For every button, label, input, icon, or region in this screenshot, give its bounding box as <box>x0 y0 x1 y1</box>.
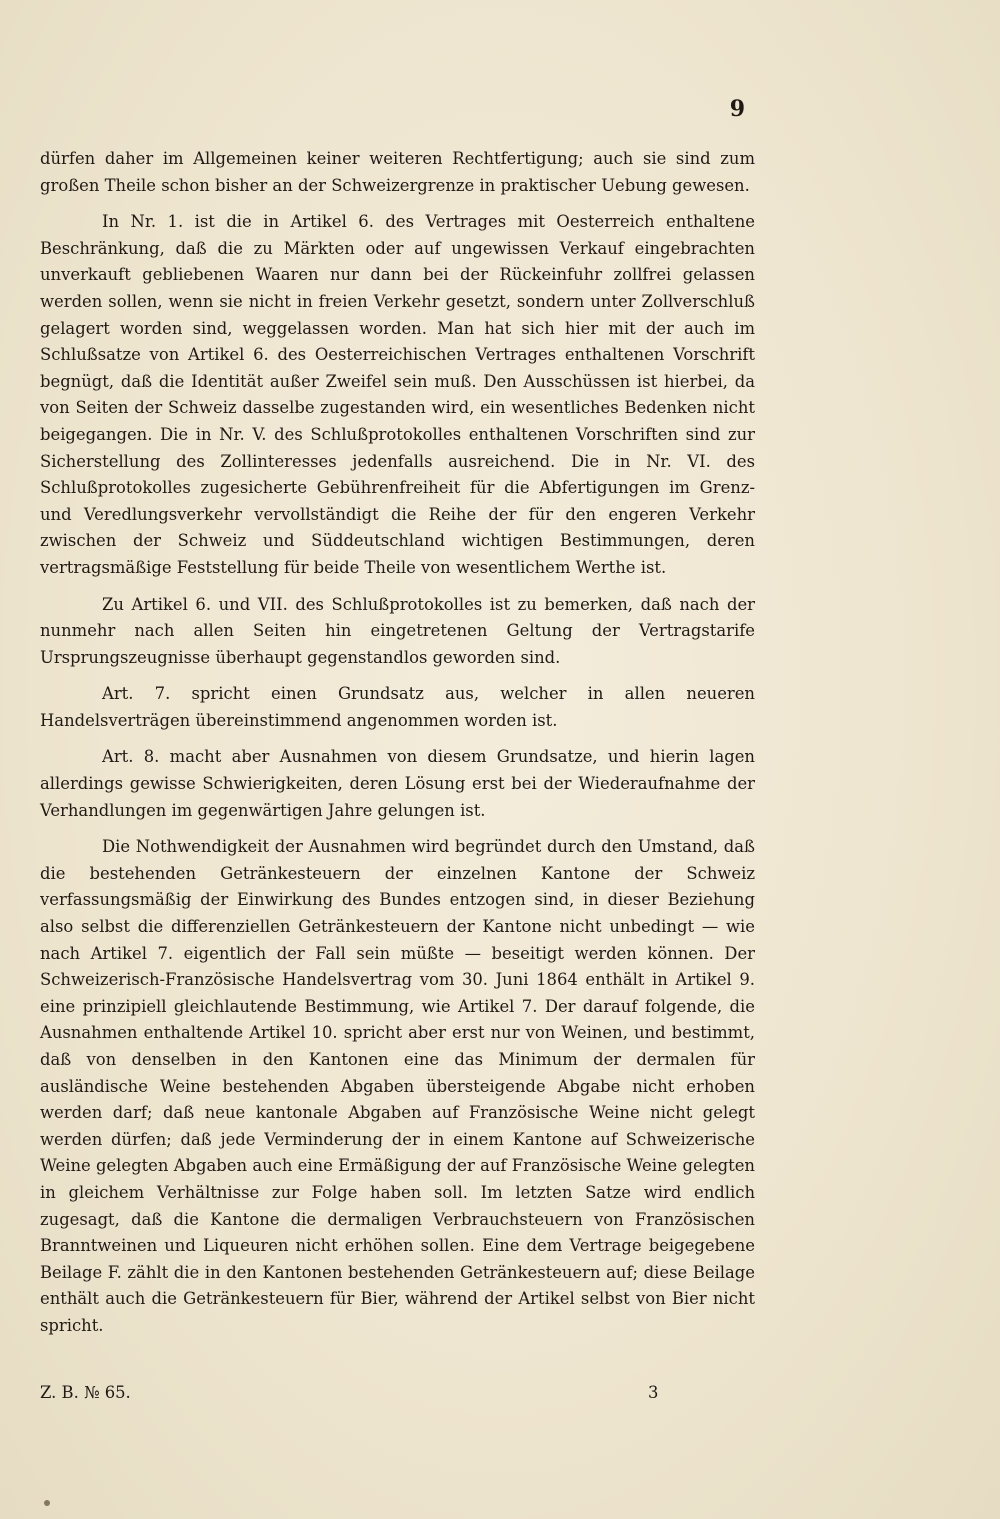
paragraph: Die Nothwendigkeit der Ausnahmen wird begründet durch den Umstand, daß die bestehenden Getränkesteuern der einzelnen Kantone der Schweiz verfassungsmäßig der Einwirkung des Bundes entzogen sind, in dieser Beziehung also selbst die differenziellen Getränkesteuern der Kantone nicht unbedingt — wie nach Artikel 7. eigentlich der Fall sein müßte — beseitigt werden können. Der Schweizerisch-Französische Handelsvertrag vom 30. Juni 1864 enthält in Artikel 9. eine prinzipiell gleichlautende Bestimmung, wie Artikel 7. Der darauf folgende, die Ausnahmen enthaltende Artikel 10. spricht aber erst nur von Weinen, und bestimmt, daß von denselben in den Kantonen eine das Minimum der dermalen für ausländische Weine bestehenden Abgaben übersteigende Abgabe nicht erhoben werden darf; daß neue kantonale Abgaben auf Französische Weine nicht gelegt werden dürfen; daß jede Verminderung der in einem Kantone auf Schweizerische Weine gelegten Abgaben auch eine Ermäßigung der auf Französische Weine gelegten in gleichem Verhältnisse zur Folge haben soll. Im letzten Satze wird endlich zugesagt, daß die Kantone die dermaligen Verbrauchsteuern von Französischen Branntweinen und Liqueuren nicht erhöhen sollen. Eine dem Vertrage beigegebene Beilage F. zählt die in den Kantonen bestehenden Getränkesteuern auf; diese Beilage enthält auch die Getränkesteuern für Bier, während der Artikel selbst von Bier nicht spricht. <box>40 837 755 1335</box>
page-number: 9 <box>729 96 745 122</box>
printer-signature: Z. B. № 65. <box>40 1383 131 1402</box>
paragraph: dürfen daher im Allgemeinen keiner weiteren Rechtfertigung; auch sie sind zum großen Theile schon bisher an der Schweizergrenze in praktischer Uebung gewesen. <box>40 149 755 195</box>
sheet-number: 3 <box>648 1383 659 1402</box>
paragraph: Zu Artikel 6. und VII. des Schlußprotokolles ist zu bemerken, daß nach der nunmehr nach allen Seiten hin eingetretenen Geltung der Vertragstarife Ursprungszeugnisse überhaupt gegenstandlos geworden sind. <box>40 594 755 667</box>
paragraph: Art. 7. spricht einen Grundsatz aus, welcher in allen neueren Handelsverträgen übereinstimmend angenommen worden ist. <box>40 684 755 730</box>
ink-spot <box>44 1500 50 1506</box>
body-text <box>40 146 755 1350</box>
paragraph: Art. 8. macht aber Ausnahmen von diesem Grundsatze, und hierin lagen allerdings gewisse Schwierigkeiten, deren Lösung erst bei der Wiederaufnahme der Verhandlungen im gegenwärtigen Jahre gelungen ist. <box>40 747 755 820</box>
paragraph: In Nr. 1. ist die in Artikel 6. des Vertrages mit Oesterreich enthaltene Beschränkung, daß die zu Märkten oder auf ungewissen Verkauf eingebrachten unverkauft gebliebenen Waaren nur dann bei der Rückeinfuhr zollfrei gelassen werden sollen, wenn sie nicht in freien Verkehr gesetzt, sondern unter Zollverschluß gelagert worden sind, weggelassen worden. Man hat sich hier mit der auch im Schlußsatze von Artikel 6. des Oesterreichischen Vertrages enthaltenen Vorschrift begnügt, daß die Identität außer Zweifel sein muß. Den Ausschüssen ist hierbei, da von Seiten der Schweiz dasselbe zugestanden wird, ein wesentliches Bedenken nicht beigegangen. Die in Nr. V. des Schlußprotokolles enthaltenen Vorschriften sind zur Sicherstellung des Zollinteresses jedenfalls ausreichend. Die in Nr. VI. des Schlußprotokolles zugesicherte Gebührenfreiheit für die Abfertigungen im Grenz- und Veredlungsverkehr vervollständigt die Reihe der für den engeren Verkehr zwischen der Schweiz und Süddeutschland wichtigen Bestimmungen, deren vertragsmäßige Feststellung für beide Theile von wesentlichem Werthe ist. <box>40 212 755 577</box>
